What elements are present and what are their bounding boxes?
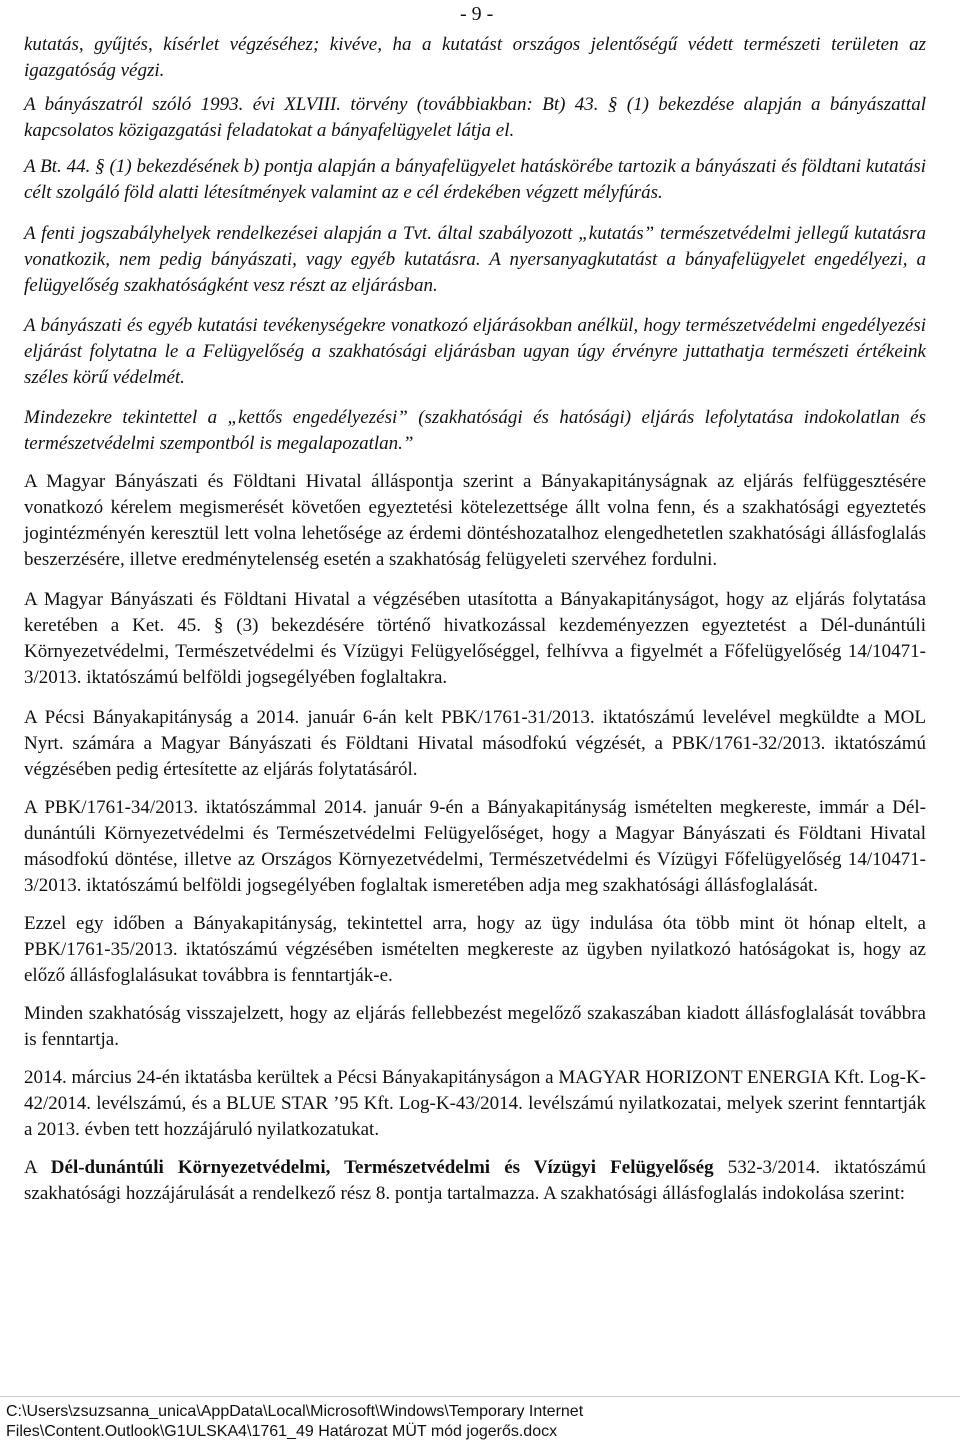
- page-number: - 9 -: [460, 3, 494, 25]
- paragraph-3: A Bt. 44. § (1) bekezdésének b) pontja alapján a bányafelügyelet hatáskörébe tartozik a bányászati és földtani kutatási célt szolgáló föld alatti létesítmények valamint az e cél érdekében végzett mélyfúrás.: [24, 156, 926, 203]
- paragraph-14-prefix: A: [24, 1157, 51, 1178]
- paragraph-6: Mindezekre tekintettel a „kettős engedélyezési” (szakhatósági és hatósági) eljárás lefolytatása indokolatlan és természetvédelmi szempontból is megalapozatlan.”: [24, 407, 926, 454]
- footer-path-line-1: C:\Users\zsuzsanna_unica\AppData\Local\Microsoft\Windows\Temporary Internet: [6, 1403, 584, 1420]
- paragraph-8: A Magyar Bányászati és Földtani Hivatal a végzésében utasította a Bányakapitányságot, hogy az eljárás folytatása keretében a Ket. 45. § (3) bekezdésére történő hivatkozással kezdeményezzen egyeztetést a Dél-dunántúli Környezetvédelmi, Természetvédelmi és Vízügyi Felügyelőséggel, felhívva a figyelmét a Főfelügyelőség 14/10471-3/2013. iktatószámú belföldi jogsegélyében foglaltakra.: [24, 589, 926, 688]
- footer-divider: [0, 1396, 960, 1397]
- paragraph-12: Minden szakhatóság visszajelzett, hogy az eljárás fellebbezést megelőző szakaszában kiadott állásfoglalását továbbra is fenntartja.: [24, 1003, 926, 1050]
- footer-file-path: [6, 1402, 946, 1442]
- paragraph-5: A bányászati és egyéb kutatási tevékenységekre vonatkozó eljárásokban anélkül, hogy természetvédelmi engedélyezési eljárást folytatna le a Felügyelőség a szakhatósági eljárásban ugyan úgy érvényre juttathatja természeti értékeink széles körű védelmét.: [24, 315, 926, 388]
- paragraph-1: kutatás, gyűjtés, kísérlet végzéséhez; kivéve, ha a kutatást országos jelentőségű védett természeti területen az igazgatóság végzi.: [24, 34, 926, 81]
- paragraph-10: A PBK/1761-34/2013. iktatószámmal 2014. január 9-én a Bányakapitányság ismételten megkereste, immár a Dél-dunántúli Környezetvédelmi és Természetvédelmi Felügyelőséget, hogy a Magyar Bányászati és Földtani Hivatal másodfokú döntése, illetve az Országos Környezetvédelmi, Természetvédelmi és Vízügyi Főfelügyelőség 14/10471-3/2013. iktatószámú belföldi jogsegélyében foglaltak ismeretében adja meg szakhatósági állásfoglalását.: [24, 797, 926, 896]
- paragraph-14-suffix: 532-3/2014. iktatószámú szakhatósági hozzájárulását a rendelkező rész 8. pontja tartalmazza. A szakhatósági állásfoglalás indokolása szerint:: [24, 1157, 926, 1204]
- footer-path-line-2: Files\Content.Outlook\G1ULSKA4\1761_49 Határozat MÜT mód jogerős.docx: [6, 1423, 558, 1440]
- paragraph-9: A Pécsi Bányakapitányság a 2014. január 6-án kelt PBK/1761-31/2013. iktatószámú levelével megküldte a MOL Nyrt. számára a Magyar Bányászati és Földtani Hivatal másodfokú végzését, a PBK/1761-32/2013. iktatószámú végzésében pedig értesítette az eljárás folytatásáról.: [24, 707, 926, 780]
- paragraph-14: [24, 1155, 926, 1207]
- paragraph-7: A Magyar Bányászati és Földtani Hivatal álláspontja szerint a Bányakapitányságnak az eljárás felfüggesztésére vonatkozó kérelem megismerését követően egyeztetési kötelezettsége állt volna fenn, és a szakhatósági egyeztetés jogintézményén keresztül lett volna lehetősége az érdemi döntéshozatalhoz elengedhetetlen szakhatósági állásfoglalás beszerzésére, illetve eredménytelenség esetén a szakhatóság felügyeleti szervéhez fordulni.: [24, 471, 926, 570]
- authority-name: Dél-dunántúli Környezetvédelmi, Természetvédelmi és Vízügyi Felügyelőség: [50, 1157, 714, 1178]
- paragraph-13: 2014. március 24-én iktatásba kerültek a Pécsi Bányakapitányságon a MAGYAR HORIZONT ENERGIA Kft. Log-K-42/2014. levélszámú, és a BLUE STAR ’95 Kft. Log-K-43/2014. levélszámú nyilatkozatai, melyek szerint fenntartják a 2013. évben tett hozzájáruló nyilatkozatukat.: [24, 1067, 926, 1140]
- paragraph-4: A fenti jogszabályhelyek rendelkezései alapján a Tvt. által szabályozott „kutatás” természetvédelmi jellegű kutatásra vonatkozik, nem pedig bányászati, vagy egyéb kutatásra. A nyersanyagkutatást a bányafelügyelet engedélyezi, a felügyelőség szakhatóságként vesz részt az eljárásban.: [24, 223, 926, 296]
- paragraph-11: Ezzel egy időben a Bányakapitányság, tekintettel arra, hogy az ügy indulása óta több mint öt hónap eltelt, a PBK/1761-35/2013. iktatószámú végzésében ismételten megkereste az ügyben nyilatkozó hatóságokat is, hogy az előző állásfoglalásukat továbbra is fenntartják-e.: [24, 913, 926, 986]
- paragraph-2: A bányászatról szóló 1993. évi XLVIII. törvény (továbbiakban: Bt) 43. § (1) bekezdése alapján a bányászattal kapcsolatos közigazgatási feladatokat a bányafelügyelet látja el.: [24, 94, 926, 141]
- document-body: [24, 32, 926, 1221]
